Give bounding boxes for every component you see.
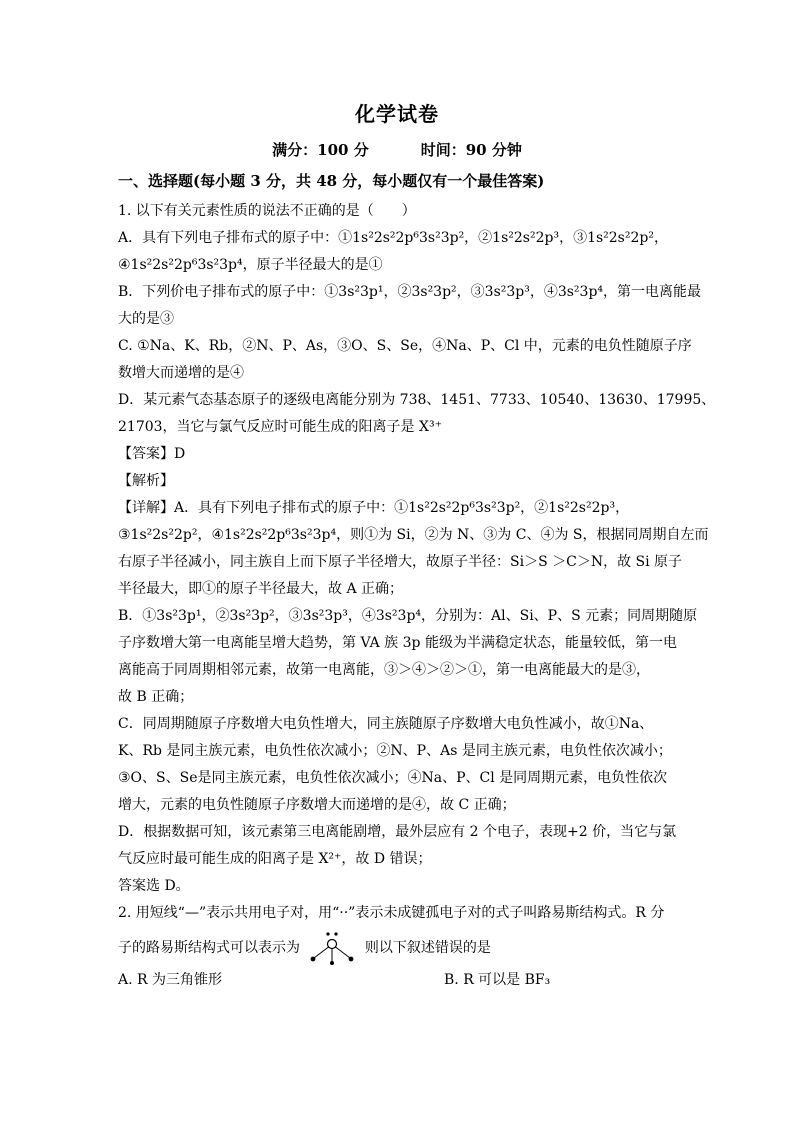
q1-option-d-line2: 21703，当它与氯气反应时可能生成的阳离子是 X³⁺ [118,419,442,435]
q1-option-d-line1: D．某元素气态基态原子的逐级电离能分别为 738、1451、7733、10540、13630、17995、 [118,392,716,408]
q2-stem-text-before: 子的路易斯结构式可以表示为 [118,940,300,956]
q1-explanation-line: K、Rb 是同主族元素，电负性依次减小；②N、P、As 是同主族元素，电负性依次减小； [118,743,672,759]
q1-answer: 【答案】D [118,446,186,462]
q1-explanation-line: ③O、S、Se是同主族元素，电负性依次减小；④Na、P、Cl 是同周期元素，电负性依次 [118,770,668,786]
q2-options-row [118,967,678,994]
lewis-structure-figure [306,931,358,965]
q1-option-c-line2: 数增大而递增的是④ [118,365,244,381]
q1-explanation-line: 半径最大，即①的原子半径最大，故 A 正确； [118,581,404,597]
q1-explanation-line: B．①3s²3p¹，②3s²3p²，③3s²3p³，④3s²3p⁴，分别为：Al、Si、P、S 元素；同周期随原 [118,608,698,624]
q1-analysis-label: 【解析】 [118,473,174,489]
q1-explanation-line: ③1s²2s²2p²，④1s²2s²2p⁶3s²3p⁴，则①为 Si，②为 N、③为 C、④为 S，根据同周期自左而 [118,527,709,543]
q1-explanation-line: 增大，元素的电负性随原子序数增大而递增的是④，故 C 正确； [118,797,516,813]
q1-option-b-line1: B．下列价电子排布式的原子中：①3s²3p¹，②3s²3p²，③3s²3p³，④3s²3p⁴，第一电离能最 [118,284,702,300]
exam-info [0,139,794,160]
q1-option-b-line2: 大的是③ [118,311,174,327]
q1-explanation-line: C．同周期随原子序数增大电负性增大，同主族随原子序数增大电负性减小，故①Na、 [118,716,654,732]
q1-explanation-line: 故 B 正确； [118,689,194,705]
q2-stem-text-after: 则以下叙述错误的是 [364,940,491,956]
q1-option-a-line2: ④1s²2s²2p⁶3s²3p⁴，原子半径最大的是① [118,257,383,273]
section-heading: 一、选择题(每小题 3 分，共 48 分，每小题仅有一个最佳答案) [118,172,545,190]
exam-title: 化学试卷 [355,102,439,126]
q2-stem-line2 [118,931,678,965]
q1-stem: 1. 以下有关元素性质的说法不正确的是（ ） [118,203,416,219]
q1-option-c-line1: C. ①Na、K、Rb，②N、P、As，③O、S、Se，④Na、P、Cl 中，元素的电负性随原子序 [118,338,692,354]
q1-explanation-line: 右原子半径减小，同主族自上而下原子半径增大，故原子半径：Si＞S ＞C＞N，故 Si 原子 [118,554,683,570]
q1-final-answer: 答案选 D。 [118,878,190,894]
q1-explanation-line: D．根据数据可知，该元素第三电离能剧增，最外层应有 2 个电子，表现+2 价，当它与氯 [118,824,677,840]
q2-stem-line1: 2. 用短线“—”表示共用电子对，用“··”表示未成键孤电子对的式子叫路易斯结构式。R 分 [118,905,665,921]
q1-explanation-line: 离能高于同周期相邻元素，故第一电离能，③＞④＞②＞①，第一电离能最大的是③， [118,662,650,678]
exam-time: 时间：90 分钟 [420,141,522,159]
q1-explanation-line: 【详解】A．具有下列电子排布式的原子中：①1s²2s²2p⁶3s²3p²，②1s²2s²2p³， [118,500,630,516]
q1-option-a-line1: A．具有下列电子排布式的原子中：①1s²2s²2p⁶3s²3p²，②1s²2s²2p³，③1s²2s²2p²， [118,230,668,246]
q1-explanation-line: 子序数增大第一电离能呈增大趋势，第 VA 族 3p 能级为半满稳定状态，能量较低，第一电 [118,635,677,651]
question-body [118,198,716,994]
q1-explanation-line: 气反应时最可能生成的阳离子是 X²⁺，故 D 错误； [118,851,432,867]
q2-option-b: B. R 可以是 BF₃ [444,972,551,988]
full-score: 满分：100 分 [272,141,369,159]
q2-option-a: A. R 为三角锥形 [118,972,223,988]
